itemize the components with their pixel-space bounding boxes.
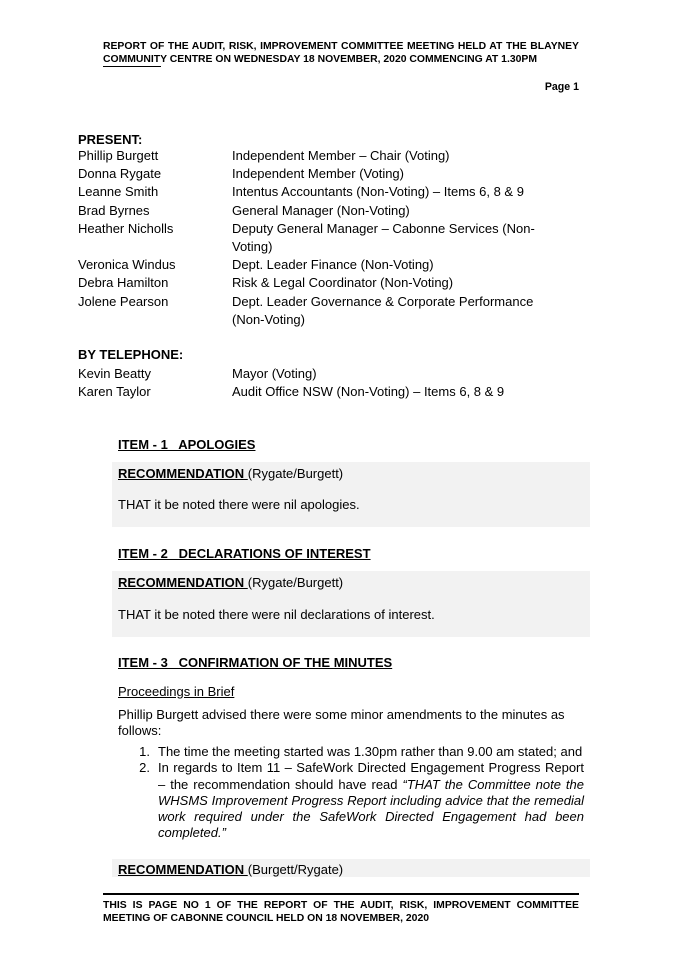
- amendment-quote: “THAT the Committee note the WHSMS Improvement Progress Report including advice that the remedial work required under the SafeWork Directed Engagement had been completed.”: [158, 776, 584, 841]
- attendee-row: [78, 220, 578, 256]
- attendee-role: Risk & Legal Coordinator (Non-Voting): [232, 275, 454, 291]
- attendee-role: Dept. Leader Governance & Corporate Performance (Non-Voting): [232, 293, 534, 327]
- attendee-name: Leanne Smith: [78, 184, 159, 200]
- page-number: Page 1: [544, 81, 579, 93]
- attendee-name: Donna Rygate: [78, 166, 162, 182]
- attendee-name: Debra Hamilton: [78, 275, 169, 291]
- list-text: The time the meeting started was 1.30pm rather than 9.00 am stated; and: [158, 744, 583, 759]
- attendee-role: Mayor (Voting): [232, 366, 317, 381]
- list-number: 2.: [139, 760, 150, 776]
- item-3-recommendation: [118, 862, 343, 877]
- item-3-title: ITEM - 3 CONFIRMATION OF THE MINUTES: [118, 655, 393, 670]
- report-title: REPORT OF THE AUDIT, RISK, IMPROVEMENT COMMITTEE MEETING HELD AT THE BLAYNEY COMMUNITY CENTRE ON WEDNESDAY 18 NOVEMBER, 2020 COMMENCING AT 1.30PM: [103, 41, 579, 65]
- attendee-row: [78, 147, 578, 165]
- attendee-name: Heather Nicholls: [78, 220, 174, 236]
- recommendation-movers: (Rygate/Burgett): [247, 575, 344, 590]
- title-underline: [103, 66, 161, 67]
- attendee-name: Jolene Pearson: [78, 293, 169, 309]
- attendee-role: Dept. Leader Finance (Non-Voting): [232, 257, 434, 273]
- present-heading: PRESENT:: [78, 132, 143, 147]
- attendee-row: [78, 256, 578, 274]
- attendee-name: Kevin Beatty: [78, 366, 151, 381]
- attendee-name: Karen Taylor: [78, 384, 151, 400]
- recommendation-label: RECOMMENDATION: [118, 862, 248, 877]
- attendee-role: Independent Member (Voting): [232, 166, 404, 182]
- item-1-recommendation: [118, 466, 343, 481]
- recommendation-movers: (Rygate/Burgett): [247, 466, 344, 481]
- proceedings-heading: Proceedings in Brief: [118, 684, 235, 699]
- attendee-row: [78, 365, 578, 383]
- attendee-row: [78, 202, 578, 220]
- item-2-title: ITEM - 2 DECLARATIONS OF INTEREST: [118, 546, 371, 561]
- attendee-row: [78, 165, 578, 183]
- footer-rule: [103, 893, 579, 895]
- attendee-name: Brad Byrnes: [78, 202, 150, 218]
- item-1-resolution: THAT it be noted there were nil apologies.: [118, 497, 360, 512]
- list-number: 1.: [139, 744, 150, 759]
- list-text: [158, 760, 584, 841]
- recommendation-label: RECOMMENDATION: [118, 466, 248, 481]
- telephone-heading: BY TELEPHONE:: [78, 347, 184, 362]
- attendee-row: [78, 383, 578, 401]
- recommendation-movers: (Burgett/Rygate): [247, 862, 344, 877]
- attendee-role: Audit Office NSW (Non-Voting) – Items 6, 8 & 9: [232, 384, 505, 400]
- amendment-text: In regards to Item 11 – SafeWork Directed Engagement Progress Report – the recommendation should have read: [158, 760, 584, 792]
- page-footer: THIS IS PAGE NO 1 OF THE REPORT OF THE AUDIT, RISK, IMPROVEMENT COMMITTEE MEETING OF CABONNE COUNCIL HELD ON 18 NOVEMBER, 2020: [103, 900, 579, 924]
- present-list: [78, 147, 578, 329]
- report-header: [103, 40, 579, 67]
- attendee-role: Deputy General Manager – Cabonne Services (Non-Voting): [232, 220, 535, 255]
- proceedings-intro: Phillip Burgett advised there were some minor amendments to the minutes as follows:: [118, 707, 565, 739]
- item-1-title: ITEM - 1 APOLOGIES: [118, 437, 256, 452]
- attendee-name: Phillip Burgett: [78, 148, 159, 163]
- attendee-role: General Manager (Non-Voting): [232, 202, 410, 218]
- list-item: [118, 744, 584, 760]
- item-2-recommendation: [118, 575, 343, 590]
- attendee-name: Veronica Windus: [78, 257, 176, 273]
- attendee-role: Intentus Accountants (Non-Voting) – Items 6, 8 & 9: [232, 184, 524, 200]
- list-item: [118, 760, 584, 841]
- amendments-list: [118, 744, 584, 842]
- attendee-role: Independent Member – Chair (Voting): [232, 148, 450, 163]
- attendee-row: [78, 274, 578, 292]
- attendee-row: [78, 293, 578, 329]
- item-2-resolution: THAT it be noted there were nil declarations of interest.: [118, 607, 435, 622]
- telephone-list: [78, 365, 578, 401]
- recommendation-label: RECOMMENDATION: [118, 575, 248, 590]
- attendee-row: [78, 183, 578, 201]
